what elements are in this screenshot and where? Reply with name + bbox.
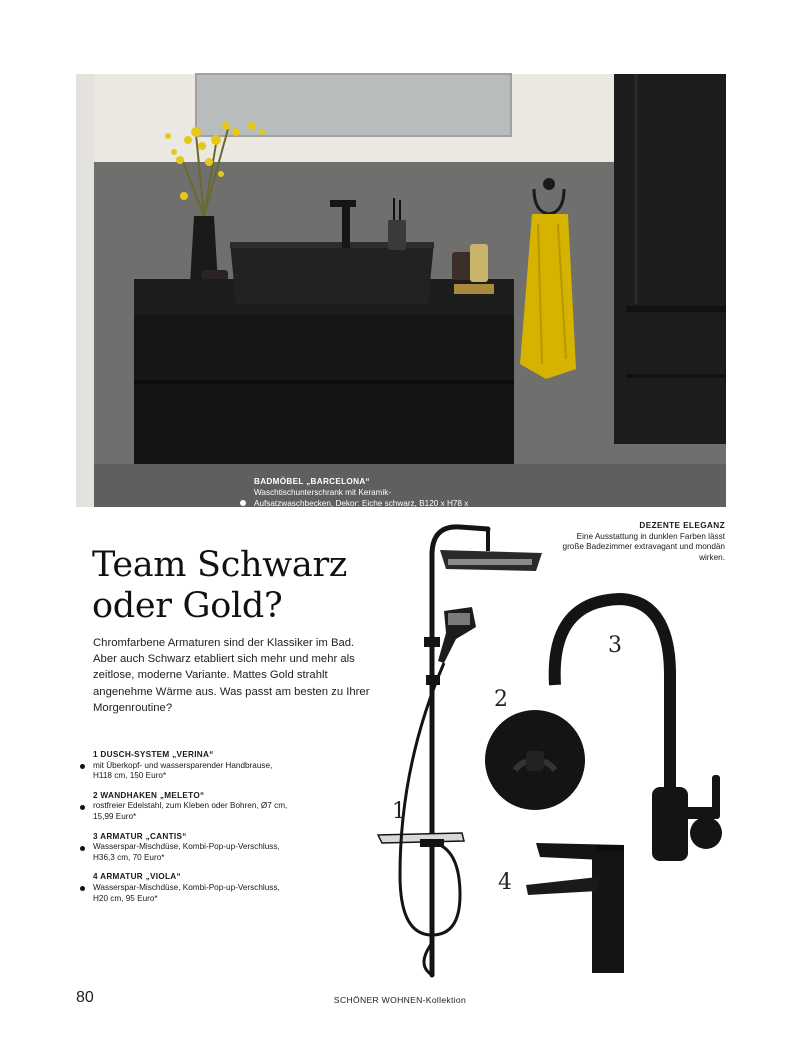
product-description: Wasserspar-Mischdüse, Kombi-Pop-up-Verschluss, H20 cm, 95 Euro* (93, 882, 280, 903)
figure-number: 3 (608, 633, 622, 658)
product-list (80, 750, 290, 913)
wall-hook-image (485, 710, 585, 810)
hero-caption-bullet (240, 500, 246, 506)
hero-caption-body: Waschtischunterschrank mit Keramik-Aufsatzwaschbecken, Dekor: Eiche schwarz, B120 x H78 x T49 cm, rechteckiger Spiegel mit Beleuchtung, Gesamtpreis: 3.115 Euro* (254, 488, 469, 530)
product-illustrations (360, 515, 740, 985)
product-title: 4 ARMATUR „VIOLA“ (93, 872, 181, 882)
figure-number: 1 (392, 799, 406, 824)
product-item (80, 750, 290, 782)
product-item (80, 791, 290, 823)
product-description: rostfreier Edelstahl, zum Kleben oder Bohren, Ø7 cm, 15,99 Euro* (93, 801, 288, 821)
article-intro: Chromfarbene Armaturen sind der Klassiker im Bad. Aber auch Schwarz etabliert sich mehr und mehr als zeitlose, moderne Variante. Mattes Gold strahlt angenehme Wärme aus. Was passt am besten zu Ihrer Morgenroutine? (93, 637, 370, 714)
product-description: mit Überkopf- und wassersparender Handbrause, H118 cm, 150 Euro* (93, 760, 273, 781)
article-headline: Team Schwarz oder Gold? (92, 545, 348, 626)
figure-number: 2 (494, 687, 508, 712)
product-title: 3 ARMATUR „CANTIS“ (93, 831, 187, 841)
page-number: 80 (76, 989, 94, 1006)
footer-collection: SCHÖNER WOHNEN-Kollektion (333, 995, 467, 1005)
basin-faucet-image (526, 843, 624, 973)
bathroom-scene-image (76, 74, 726, 507)
product-item (80, 872, 290, 904)
kitchen-faucet-image (555, 599, 722, 861)
product-title: 1 DUSCH-SYSTEM „VERINA“ (93, 750, 214, 759)
bullet-icon (80, 886, 85, 891)
fixtures-image (360, 515, 740, 985)
bullet-icon (80, 764, 85, 769)
bullet-icon (80, 805, 85, 810)
product-description: Wasserspar-Mischdüse, Kombi-Pop-up-Verschluss, H36,3 cm, 70 Euro* (93, 842, 280, 862)
product-item (80, 832, 290, 864)
side-note-title: DEZENTE ELEGANZ (639, 521, 725, 530)
bullet-icon (80, 846, 85, 851)
figure-number: 4 (498, 870, 512, 895)
product-title: 2 WANDHAKEN „MELETO“ (93, 790, 205, 800)
side-note-body: Eine Ausstattung in dunklen Farben lässt große Badezimmer extravagant und mondän wirken. (562, 531, 725, 562)
hero-caption-title: BADMÖBEL „BARCELONA“ (254, 477, 370, 486)
